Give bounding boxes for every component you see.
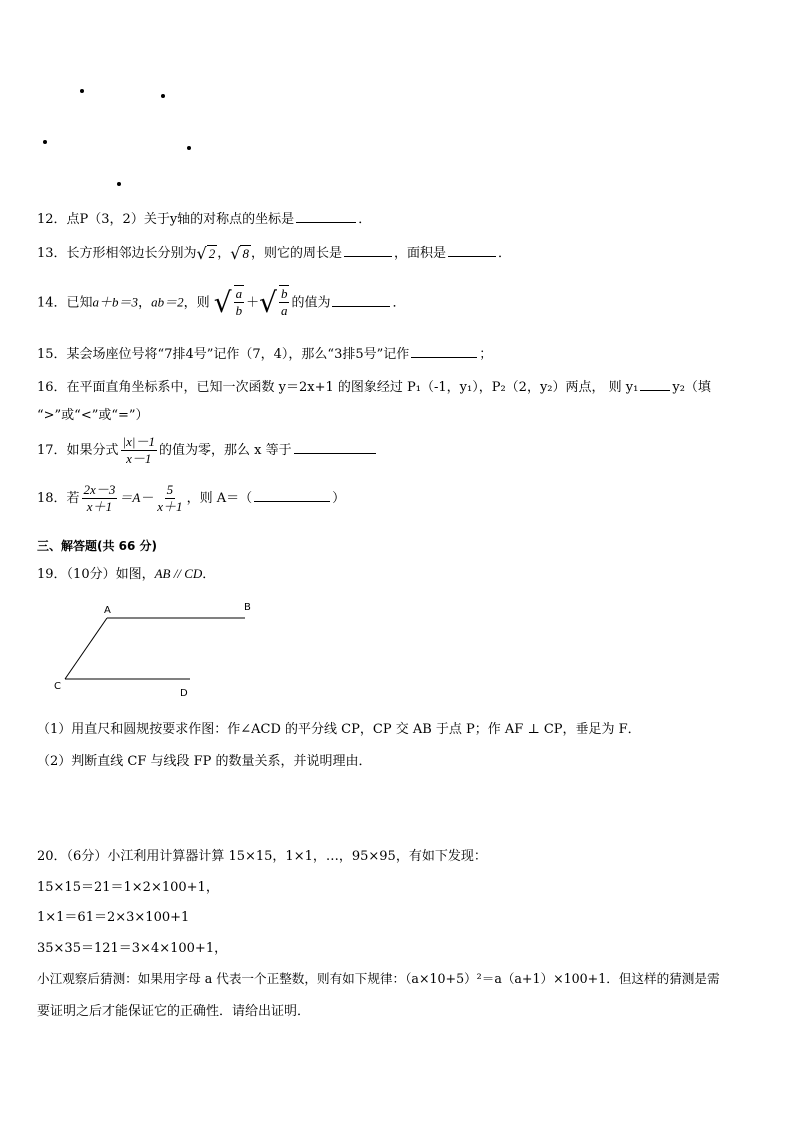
q14-frac2-den: a — [280, 303, 288, 318]
q13-pre: 13．长方形相邻边长分别为 — [37, 246, 197, 261]
q13-blank-1[interactable] — [344, 244, 392, 257]
q17-den: x－1 — [126, 451, 152, 466]
q16-line1b: y₂（填 — [672, 380, 711, 395]
question-17 — [37, 434, 378, 467]
q20-line-4: 小江观察后猜测：如果用字母 a 代表一个正整数，则有如下规律：（a×10+5）²＝a（a+1）×100+1．但这样的猜测是需 — [37, 971, 720, 986]
q18-fraction-1 — [82, 482, 118, 515]
q18-den: x＋1 — [86, 499, 113, 514]
section-heading: 三、解答题(共 66 分) — [37, 539, 158, 553]
question-18 — [37, 482, 345, 515]
q14-frac2-num: b — [280, 286, 288, 301]
q14-frac1-num: a — [235, 286, 243, 301]
q14-pre: 14．已知 — [37, 295, 93, 311]
dot-4 — [187, 146, 191, 150]
question-16-line-1 — [37, 376, 711, 395]
q13-mid: ， — [217, 246, 231, 261]
q19-figure-right — [220, 596, 260, 636]
q16-line1: 16．在平面直角坐标系中，已知一次函数 y＝2x+1 的图象经过 P₁（-1，y₁），P₂（2，y₂）两点， 则 y₁ — [37, 380, 639, 395]
q18-end: ） — [332, 491, 346, 506]
q16-blank[interactable] — [640, 378, 670, 391]
q14-end: ． — [392, 295, 406, 311]
dot-3 — [43, 140, 47, 144]
q13-sqrt-2: √ 8 — [230, 243, 249, 263]
q20-head: 20．（6分）小江利用计算器计算 15×15，1×1，…，95×95，有如下发现： — [37, 849, 487, 864]
dot-1 — [80, 89, 84, 93]
label-d: D — [180, 688, 188, 699]
q18-eq: ＝A－ — [119, 490, 154, 505]
dot-2 — [161, 94, 165, 98]
q13-radicand-2: 8 — [242, 245, 249, 261]
q18-post: ，则 A＝（ — [186, 491, 253, 506]
q17-blank[interactable] — [294, 441, 376, 454]
question-14 — [37, 285, 405, 321]
label-a: A — [104, 605, 111, 616]
q20-line-1: 15×15＝21＝1×2×100+1， — [37, 880, 219, 895]
q12-end: ． — [358, 212, 372, 227]
q17-post: 的值为零，那么 x 等于 — [158, 443, 292, 458]
q19-part-2: （2）判断直线 CF 与线段 FP 的数量关系，并说明理由． — [37, 754, 372, 769]
q14-sqrt-1: √ $\frac{a}{b}$ — [213, 286, 243, 319]
q14-blank[interactable] — [332, 294, 390, 307]
question-16-line-2 — [37, 404, 149, 423]
segment-ac — [65, 618, 107, 679]
label-c: C — [54, 681, 61, 692]
q18-num2: 5 — [166, 482, 174, 497]
question-15 — [37, 343, 492, 362]
q12-blank[interactable] — [296, 210, 356, 223]
q14-sqrt-2: √ $\frac{b}{a}$ — [259, 286, 288, 319]
q15-end: ； — [479, 347, 493, 362]
q18-num: 2x－3 — [83, 482, 116, 497]
q19-cond: AB // CD — [154, 566, 203, 581]
q14-cond-1: a＋b＝3 — [92, 294, 139, 310]
q15-blank[interactable] — [411, 345, 477, 358]
question-12 — [37, 208, 371, 227]
q20-line-3: 35×35＝121＝3×4×100+1， — [37, 941, 228, 956]
q20-line-5: 要证明之后才能保证它的正确性．请给出证明． — [37, 1004, 311, 1019]
q15-text: 15．某会场座位号将“7排4号”记作（7，4），那么“3排5号”记作 — [37, 347, 410, 362]
q14-then: ，则 — [183, 295, 210, 311]
q16-line2: “>”或“<”或“=”） — [37, 408, 149, 423]
q17-fraction — [121, 434, 157, 467]
q13-radicand-1: 2 — [208, 245, 216, 261]
q19-part-1: （1）用直尺和圆规按要求作图：作∠ACD 的平分线 CP，CP 交 AB 于点 P；作 AF ⊥ CP，垂足为 F． — [37, 722, 641, 737]
question-19-head — [37, 563, 215, 582]
dot-5 — [117, 182, 121, 186]
q17-num: |x|－1 — [122, 434, 155, 449]
q12-text: 12．点P（3，2）关于y轴的对称点的坐标是 — [37, 212, 295, 227]
q18-blank[interactable] — [254, 489, 330, 502]
q19-head: 19．（10分）如图， — [37, 567, 155, 582]
q14-cond-2: ab＝2 — [151, 294, 184, 310]
label-b: B — [244, 602, 251, 613]
q13-post: ，则它的周长是 — [250, 246, 342, 261]
q14-plus: ＋ — [246, 295, 260, 311]
q13-mid2: ，面积是 — [393, 246, 446, 261]
q13-sqrt-1: √ 2 — [196, 243, 216, 263]
q18-pre: 18．若 — [37, 491, 80, 506]
q19-figure — [40, 596, 220, 706]
q13-end: ． — [498, 246, 512, 261]
q14-comma: ， — [138, 295, 152, 311]
q14-post: 的值为 — [291, 295, 331, 311]
q18-fraction-2 — [155, 482, 184, 515]
q20-line-2: 1×1＝61＝2×3×100+1 — [37, 910, 190, 925]
question-13 — [37, 242, 511, 263]
q19-end: ． — [202, 567, 216, 582]
q18-den2: x＋1 — [157, 499, 183, 514]
q17-pre: 17．如果分式 — [37, 443, 119, 458]
q14-frac1-den: b — [235, 303, 243, 318]
q13-blank-2[interactable] — [448, 244, 496, 257]
